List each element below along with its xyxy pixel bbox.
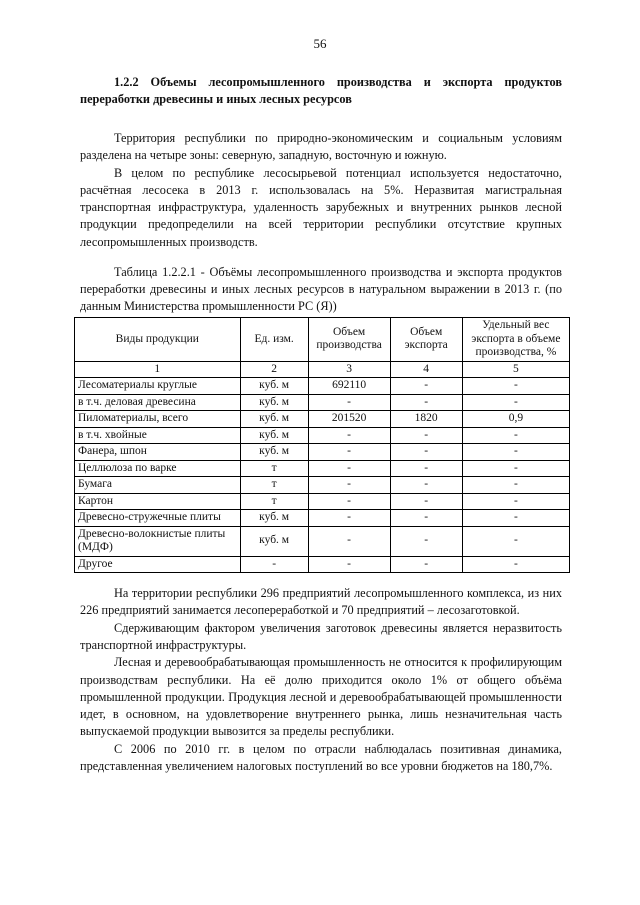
header-product-type: Виды продукции [75, 318, 241, 362]
cell-product-type: в т.ч. деловая древесина [75, 394, 241, 411]
table-row [75, 526, 570, 556]
table-row [75, 556, 570, 573]
after-paragraph-2: Сдерживающим фактором увеличения заготовок древесины является неразвитость транспортной инфраструктуры. [80, 620, 562, 652]
cell-production-volume: - [308, 556, 390, 573]
header-export-share: Удельный вес экспорта в объеме производства, % [462, 318, 569, 362]
intro-paragraph-2: В целом по республике лесосырьевой потенциал используется недостаточно, расчётная лесосека в 2013 г. использовалась на 5%. Неразвитая магистральная транспортная инфраструктура, удаленность зарубежных и внутренних рынков лесной продукции предопределили на всей территории республики отсутствие крупных лесопромышленных производств. [80, 165, 562, 249]
cell-production-volume: - [308, 526, 390, 556]
cell-unit: - [240, 556, 308, 573]
cell-export-volume: - [390, 510, 462, 527]
column-number: 2 [240, 361, 308, 378]
cell-production-volume: - [308, 477, 390, 494]
cell-product-type: Пиломатериалы, всего [75, 411, 241, 428]
cell-product-type: Древесно-волокнистые плиты (МДФ) [75, 526, 241, 556]
cell-product-type: Целлюлоза по варке [75, 460, 241, 477]
section-heading: 1.2.2 Объемы лесопромышленного производства и экспорта продуктов переработки древесины и иных лесных ресурсов [80, 75, 562, 106]
cell-export-volume: - [390, 477, 462, 494]
cell-unit: куб. м [240, 394, 308, 411]
cell-export-volume: - [390, 493, 462, 510]
table-row [75, 477, 570, 494]
cell-export-volume: - [390, 526, 462, 556]
cell-unit: т [240, 460, 308, 477]
cell-export-volume: - [390, 556, 462, 573]
table-header-row [75, 318, 570, 362]
after-paragraph-4: С 2006 по 2010 гг. в целом по отрасли наблюдалась позитивная динамика, представленная увеличением налоговых поступлений во все уровни бюджетов на 180,7%. [80, 741, 562, 774]
column-number: 5 [462, 361, 569, 378]
table-row [75, 510, 570, 527]
after-paragraph-3: Лесная и деревообрабатывающая промышленность не относится к профилирующим производствам республики. На её долю приходится около 1% от общего объёма промышленной продукции. Продукция лесной и деревообрабатывающей промышленности идет, в основном, на удовлетворение внутреннего рынка, лишь незначительная часть выпускаемой продукции вывозится за пределы республики. [80, 655, 562, 739]
cell-unit: т [240, 493, 308, 510]
cell-product-type: Фанера, шпон [75, 444, 241, 461]
table-row [75, 460, 570, 477]
column-number: 3 [308, 361, 390, 378]
cell-export-volume: - [390, 444, 462, 461]
cell-export-volume: 1820 [390, 411, 462, 428]
cell-export-share: - [462, 510, 569, 527]
table-row [75, 394, 570, 411]
cell-unit: куб. м [240, 411, 308, 428]
cell-unit: куб. м [240, 526, 308, 556]
cell-production-volume: 692110 [308, 378, 390, 395]
cell-export-share: - [462, 427, 569, 444]
intro-paragraph-1: Территория республики по природно-экономическим и социальным условиям разделена на четыре зоны: северную, западную, восточную и южную. [80, 131, 562, 163]
document-body [80, 74, 562, 775]
cell-export-share: - [462, 460, 569, 477]
cell-unit: куб. м [240, 510, 308, 527]
cell-export-volume: - [390, 427, 462, 444]
header-production-volume: Объем производства [308, 318, 390, 362]
cell-production-volume: 201520 [308, 411, 390, 428]
cell-production-volume: - [308, 460, 390, 477]
column-number-row [75, 361, 570, 378]
cell-export-share: - [462, 477, 569, 494]
cell-export-volume: - [390, 378, 462, 395]
column-number: 1 [75, 361, 241, 378]
cell-unit: куб. м [240, 378, 308, 395]
after-paragraph-1: На территории республики 296 предприятий лесопромышленного комплекса, из них 226 предприятий занимается лесопереработкой и 70 предприятий – лесозаготовкой. [80, 586, 562, 618]
cell-export-share: - [462, 394, 569, 411]
cell-production-volume: - [308, 493, 390, 510]
cell-product-type: в т.ч. хвойные [75, 427, 241, 444]
table-row [75, 378, 570, 395]
cell-export-share: - [462, 526, 569, 556]
table-row [75, 427, 570, 444]
cell-export-share: - [462, 378, 569, 395]
cell-production-volume: - [308, 444, 390, 461]
cell-unit: куб. м [240, 427, 308, 444]
table-row [75, 493, 570, 510]
cell-export-volume: - [390, 394, 462, 411]
cell-unit: т [240, 477, 308, 494]
column-number: 4 [390, 361, 462, 378]
table-row [75, 444, 570, 461]
cell-export-volume: - [390, 460, 462, 477]
cell-production-volume: - [308, 427, 390, 444]
cell-product-type: Бумага [75, 477, 241, 494]
cell-unit: куб. м [240, 444, 308, 461]
cell-export-share: - [462, 493, 569, 510]
table-row [75, 411, 570, 428]
table-caption: Таблица 1.2.2.1 - Объёмы лесопромышленного производства и экспорта продуктов переработки древесины и иных лесных ресурсов в натуральном выражении в 2013 г. (по данным Министерства промышленности РС (Я)) [80, 265, 562, 314]
cell-export-share: - [462, 444, 569, 461]
header-export-volume: Объем экспорта [390, 318, 462, 362]
cell-product-type: Картон [75, 493, 241, 510]
cell-production-volume: - [308, 510, 390, 527]
cell-export-share: - [462, 556, 569, 573]
production-export-table [74, 317, 570, 573]
header-unit: Ед. изм. [240, 318, 308, 362]
page-number: 56 [313, 36, 327, 51]
cell-product-type: Древесно-стружечные плиты [75, 510, 241, 527]
cell-production-volume: - [308, 394, 390, 411]
cell-export-share: 0,9 [462, 411, 569, 428]
cell-product-type: Лесоматериалы круглые [75, 378, 241, 395]
cell-product-type: Другое [75, 556, 241, 573]
